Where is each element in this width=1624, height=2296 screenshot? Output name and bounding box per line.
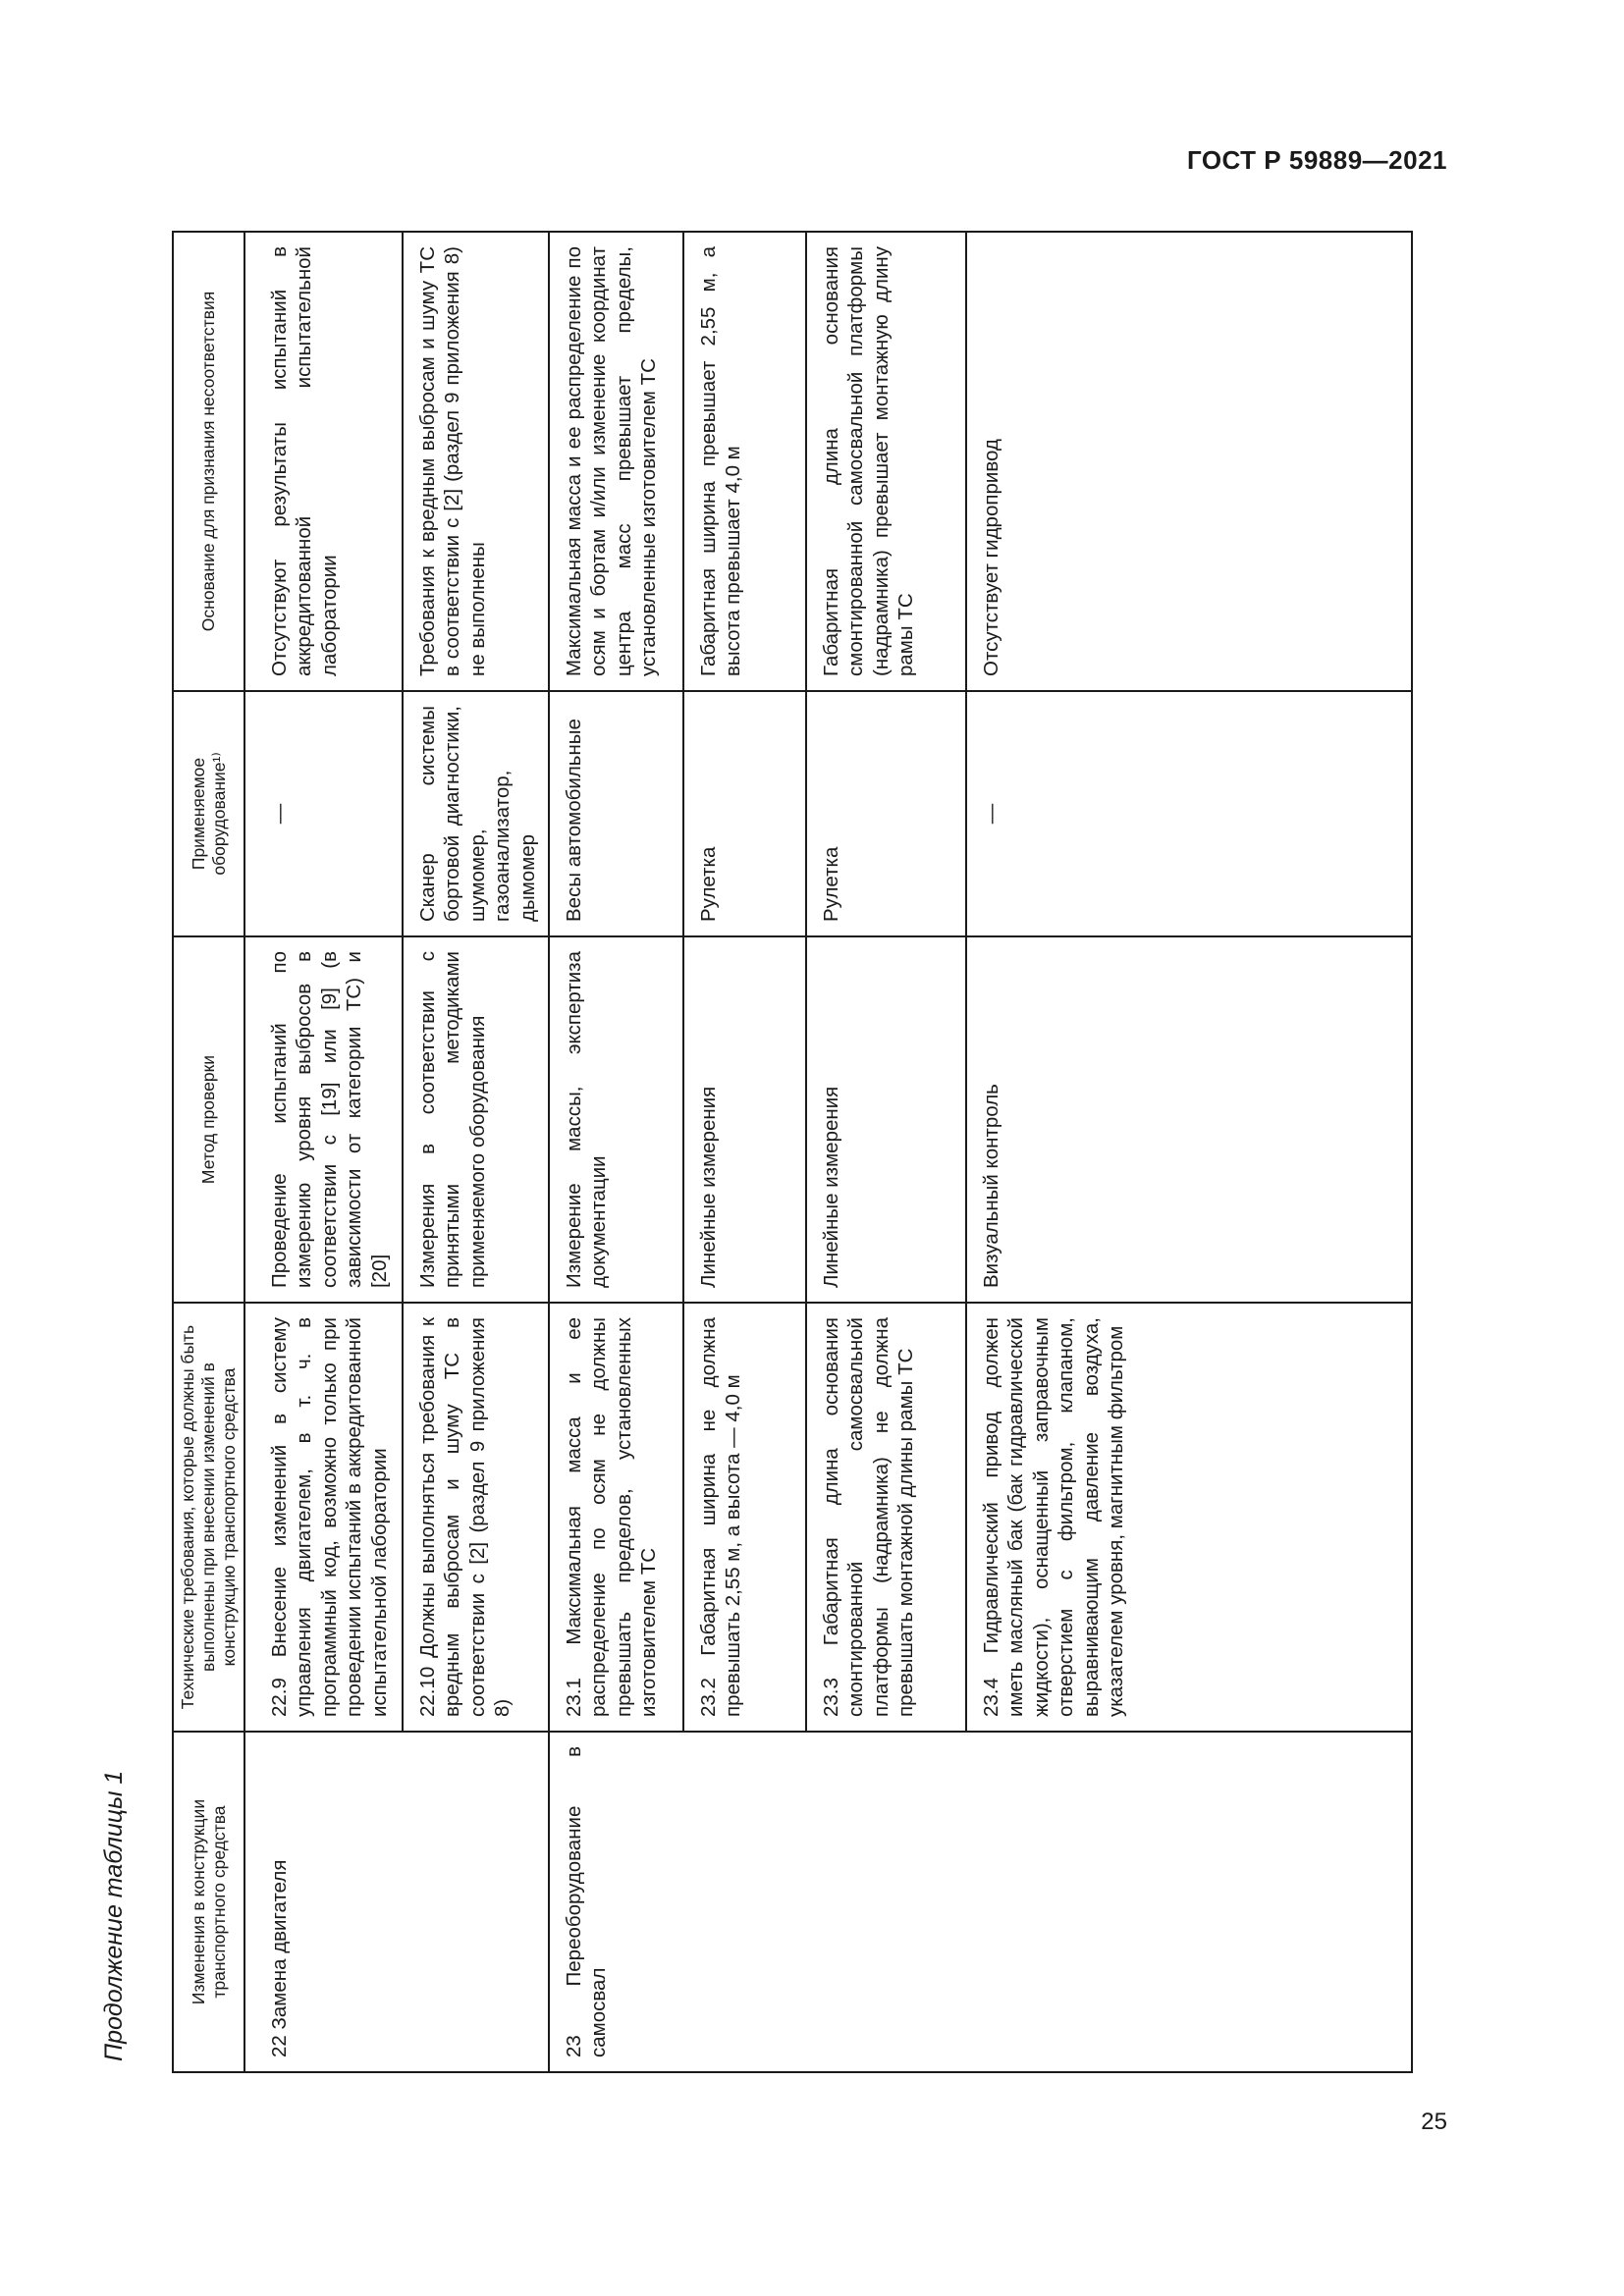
table-header-row — [173, 232, 244, 2072]
table-row — [549, 232, 683, 2072]
method-cell: Линейные измерения — [683, 936, 806, 1303]
basis-cell: Габаритная длина основания смонтированной самосвальной платформы (надрамника) превышает монтажную длину рамы ТС — [806, 232, 966, 691]
requirement-cell: 23.4 Гидравлический привод должен иметь масляный бак (бак гидравлической жидкости), оснащенный заправочным отверстием с фильтром, клапаном, выравнивающим давление воздуха, указателем уровня, магнитным фильтром — [966, 1303, 1412, 1732]
method-cell: Измерение массы, экспертиза документации — [549, 936, 683, 1303]
equipment-cell: — — [255, 691, 403, 936]
requirement-cell: 23.1 Максимальная масса и ее распределение по осям не должны превышать пределов, установленных изготовителем ТС — [549, 1303, 683, 1732]
column-header-equipment: Применяемое оборудование¹⁾ — [173, 691, 244, 936]
method-cell: Визуальный контроль — [966, 936, 1412, 1303]
equipment-cell: — — [966, 691, 1412, 936]
requirement-cell: 22.10 Должны выполняться требования к вредным выбросам и шуму ТС в соответствии с [2] (раздел 9 приложения 8) — [403, 1303, 549, 1732]
table-row — [255, 232, 403, 2072]
page-number: 25 — [1421, 2109, 1447, 2135]
requirement-cell: 22.9 Внесение изменений в систему управления двигателем, в т. ч. в программный код, возможно только при проведении испытаний в аккредитованной испытательной лаборатории — [255, 1303, 403, 1732]
equipment-cell: Сканер системы бортовой диагностики, шумомер, газоанализатор, дымомер — [403, 691, 549, 936]
column-header-method: Метод проверки — [173, 936, 244, 1303]
table-spacer-row — [244, 232, 255, 2072]
basis-cell: Габаритная ширина превышает 2,55 м, а высота превышает 4,0 м — [683, 232, 806, 691]
equipment-cell: Весы автомобильные — [549, 691, 683, 936]
equipment-cell: Рулетка — [683, 691, 806, 936]
column-header-basis: Основание для признания несоответствия — [173, 232, 244, 691]
table-continuation-caption: Продолжение таблицы 1 — [100, 1770, 128, 2061]
standard-designation: ГОСТ Р 59889—2021 — [1186, 145, 1447, 175]
column-header-change: Изменения в конструкции транспортного средства — [173, 1732, 244, 2072]
requirements-table — [172, 231, 1413, 2073]
column-header-requirements: Технические требования, которые должны быть выполнены при внесении изменений в конструкцию транспортного средства — [173, 1303, 244, 1732]
basis-cell: Максимальная масса и ее распределение по осям и бортам и/или изменение координат центра масс превышает пределы, установленные изготовителем ТС — [549, 232, 683, 691]
basis-cell: Отсутствует гидропривод — [966, 232, 1412, 691]
equipment-cell: Рулетка — [806, 691, 966, 936]
requirement-cell: 23.2 Габаритная ширина не должна превышать 2,55 м, а высота — 4,0 м — [683, 1303, 806, 1732]
change-cell: 23 Переоборудование в самосвал — [549, 1732, 1412, 2072]
method-cell: Линейные измерения — [806, 936, 966, 1303]
requirements-table-wrapper — [172, 233, 1413, 2073]
basis-cell: Отсутствуют результаты испытаний в аккредитованной испытательной лаборатории — [255, 232, 403, 691]
change-cell: 22 Замена двигателя — [255, 1732, 549, 2072]
method-cell: Проведение испытаний по измерению уровня выбросов в соответствии с [19] или [9] (в зависимости от категории ТС) и [20] — [255, 936, 403, 1303]
basis-cell: Требования к вредным выбросам и шуму ТС в соответствии с [2] (раздел 9 приложения 8) не выполнены — [403, 232, 549, 691]
requirement-cell: 23.3 Габаритная длина основания смонтированной самосвальной платформы (надрамника) не должна превышать монтажной длины рамы ТС — [806, 1303, 966, 1732]
method-cell: Измерения в соответствии с принятыми методиками применяемого оборудования — [403, 936, 549, 1303]
